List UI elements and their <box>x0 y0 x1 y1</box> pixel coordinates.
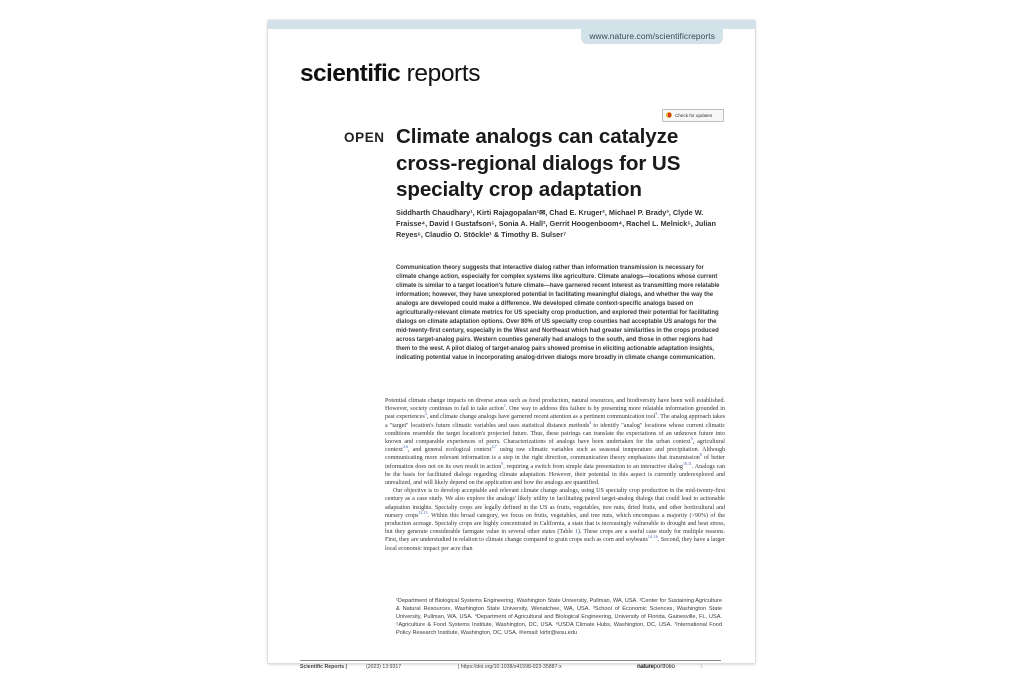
nature-portfolio-logo <box>637 664 675 670</box>
citation-link[interactable]: 5 <box>690 436 693 441</box>
citation-link[interactable]: 2 <box>424 411 427 417</box>
journal-logo-bold: scientific <box>300 60 401 87</box>
page-edge <box>268 663 755 664</box>
affiliations: ¹Department of Biological Systems Engineering, Washington State University, Pullman, WA, USA. ²Center for Sustaining Agriculture & Natural Resources, Washington State University, Wenatchee, WA, USA. ³School of Economic Sciences, Washington State University, Pullman, WA, USA. ⁴Department of Agricultural and Biological Engineering, University of Florida, Gainesville, FL, USA. ⁵Agriculture & Food Systems Institute, Washington, DC, USA. ⁶USDA Climate Hubs, Washington, DC, USA. ⁷International Food Policy Research Institute, Washington, DC, USA. ✉email: kirtir@wsu.edu <box>396 598 722 636</box>
citation-link[interactable]: 10,11 <box>682 460 692 466</box>
brand-light: portfolio <box>653 664 675 670</box>
bookmark-icon <box>666 112 672 118</box>
text-span: ). These crops are a useful case study for multiple reasons. First, they are understudied in relation to climate change compared to grain crops such as corn and soybeans <box>385 529 726 544</box>
citation-link[interactable]: 8 <box>699 452 702 458</box>
footer-divider <box>300 660 721 661</box>
text-span: . The analog approach takes a "target" location's future climatic variables and uses statistical distance methods <box>385 414 725 429</box>
citation-link[interactable]: 4,7 <box>491 444 497 450</box>
text-span: Potential climate change impacts on diverse areas such as food production, natural resources, and biodiversity have been well established. However, society continues to fail to take action <box>385 398 725 413</box>
text-span: of better information does not on its own result in action <box>385 455 725 470</box>
citation-link[interactable]: 3 <box>655 411 658 417</box>
paper-page <box>268 20 755 670</box>
journal-logo-light: reports <box>400 60 481 87</box>
text-span: . One way to address this failure is by presenting more relatable information grounded in past experiences <box>385 406 725 421</box>
page-footer <box>300 664 721 674</box>
footer-doi-link[interactable]: | https://doi.org/10.1038/s41598-023-35887-x <box>458 664 562 670</box>
check-for-updates-button[interactable] <box>662 109 724 122</box>
text-span: . Within this broad category, we focus on fruits, vegetables, and tree nuts, which encompass a majority (>90%) of the production acreage. Specialty crops are highly concentrated in California, a state that is increasingly vulnerable to drought and heat stress, but they generate considerable farmgate value in several other states (Table <box>385 512 726 536</box>
body-paragraph-1 <box>385 397 725 487</box>
text-span: . Analogs can be the basis for facilitated dialogs regarding climate adaptation. However, their potential in this aspect is currently underexplored and unrealized, and will likely depend on the application and how the analogs are quantified. <box>385 463 725 487</box>
header-bar <box>268 20 755 29</box>
check-for-updates-label: Check for updates <box>675 113 713 118</box>
page-number: 1 <box>700 664 703 670</box>
text-span: , and climate change analogs have garnered recent attention as a pertinent communication tool <box>426 414 656 421</box>
footer-journal: Scientific Reports | <box>300 664 347 670</box>
text-span: . Second, they have a larger local economic impact per acre than <box>385 537 725 552</box>
citation-link[interactable]: 9 <box>501 460 504 466</box>
text-span: , agricultural context <box>385 439 725 454</box>
footer-volume: (2023) 13:9317 <box>366 664 402 670</box>
article-title: Climate analogs can catalyze cross-regional dialogs for US specialty crop adaptation <box>396 125 681 201</box>
journal-url[interactable]: www.nature.com/scientificreports <box>581 29 723 44</box>
text-span: Our objective is to develop acceptable and relevant climate change analogs, using US specialty crop production in the mid-twenty-first century as a case study. We also explore the analogs' likely utility in facilitating paired target-analog dialogs that could lead to actionable adaptation insights. Specialty crops are legally defined in the US as fruits, vegetables, tree nuts, dried fruits, and other horticultural and nursery crops <box>385 488 725 519</box>
body-paragraph-2 <box>385 487 725 553</box>
citation-link[interactable]: 4 <box>589 419 592 425</box>
journal-logo <box>300 60 480 88</box>
text-span: , requiring a switch from simple data presentation to an interactive dialog <box>503 463 683 470</box>
citation-link[interactable]: 3,6 <box>402 444 408 450</box>
citation-link[interactable]: 12,13 <box>418 509 428 515</box>
body-text <box>385 397 725 553</box>
citation-link[interactable]: 1 <box>503 403 506 409</box>
text-span: using raw climatic variables such as seasonal temperature and precipitation. Although communicating more relevant information is a step in the right direction, communication theory emphasizes that transmission <box>385 447 725 462</box>
table-link[interactable]: 1 <box>574 529 578 536</box>
abstract: Communication theory suggests that interactive dialog rather than information transmission is necessary for climate change action, especially for complex systems like agriculture. Climate analogs—locations whose current climate is similar to a target location's future climate—have garnered recent interest as transmitting more relatable information; however, they have unexplored potential in facilitating meaningful dialogs, and whether the way the analogs are developed could make a difference. We developed climate context-specific analogs based on agriculturally-relevant climate metrics for US specialty crop production, and explored their potential for facilitating dialogs on climate adaptation options. Over 80% of US specialty crop counties had acceptable US analogs for the mid-twenty-first century, especially in the West and Northeast which had greater similarities in the crops produced across target-analog pairs. Western counties generally had analogs to the south, and those in other regions had them to the west. A pilot dialog of target-analog pairs showed promise in eliciting actionable adaptation insights, indicating potential value in incorporating analog-driven dialogs more broadly in climate change communication. <box>396 265 720 361</box>
citation-link[interactable]: 14–16 <box>647 534 658 540</box>
brand-bold: nature <box>637 664 654 670</box>
text-span: , and general ecological context <box>407 447 492 454</box>
open-access-label: OPEN <box>344 130 385 145</box>
text-span: to identify "analog" locations whose current climatic conditions resemble the target location's projected future. Thus, these pairings can translate the expectations of an unknown future into known and comparable experiences of peers. Characterizations of analogs have been undertaken for the urban context <box>385 422 726 446</box>
author-list: Siddharth Chaudhary¹, Kirti Rajagopalan¹✉, Chad E. Kruger², Michael P. Brady³, Clyde W. Fraisse⁴, David I Gustafson⁵, Sonia A. Hall², Gerrit Hoogenboom⁴, Rachel L. Melnick⁵, Julian Reyes⁶, Claudio O. Stöckle¹ & Timothy B. Sulser⁷ <box>396 208 716 240</box>
